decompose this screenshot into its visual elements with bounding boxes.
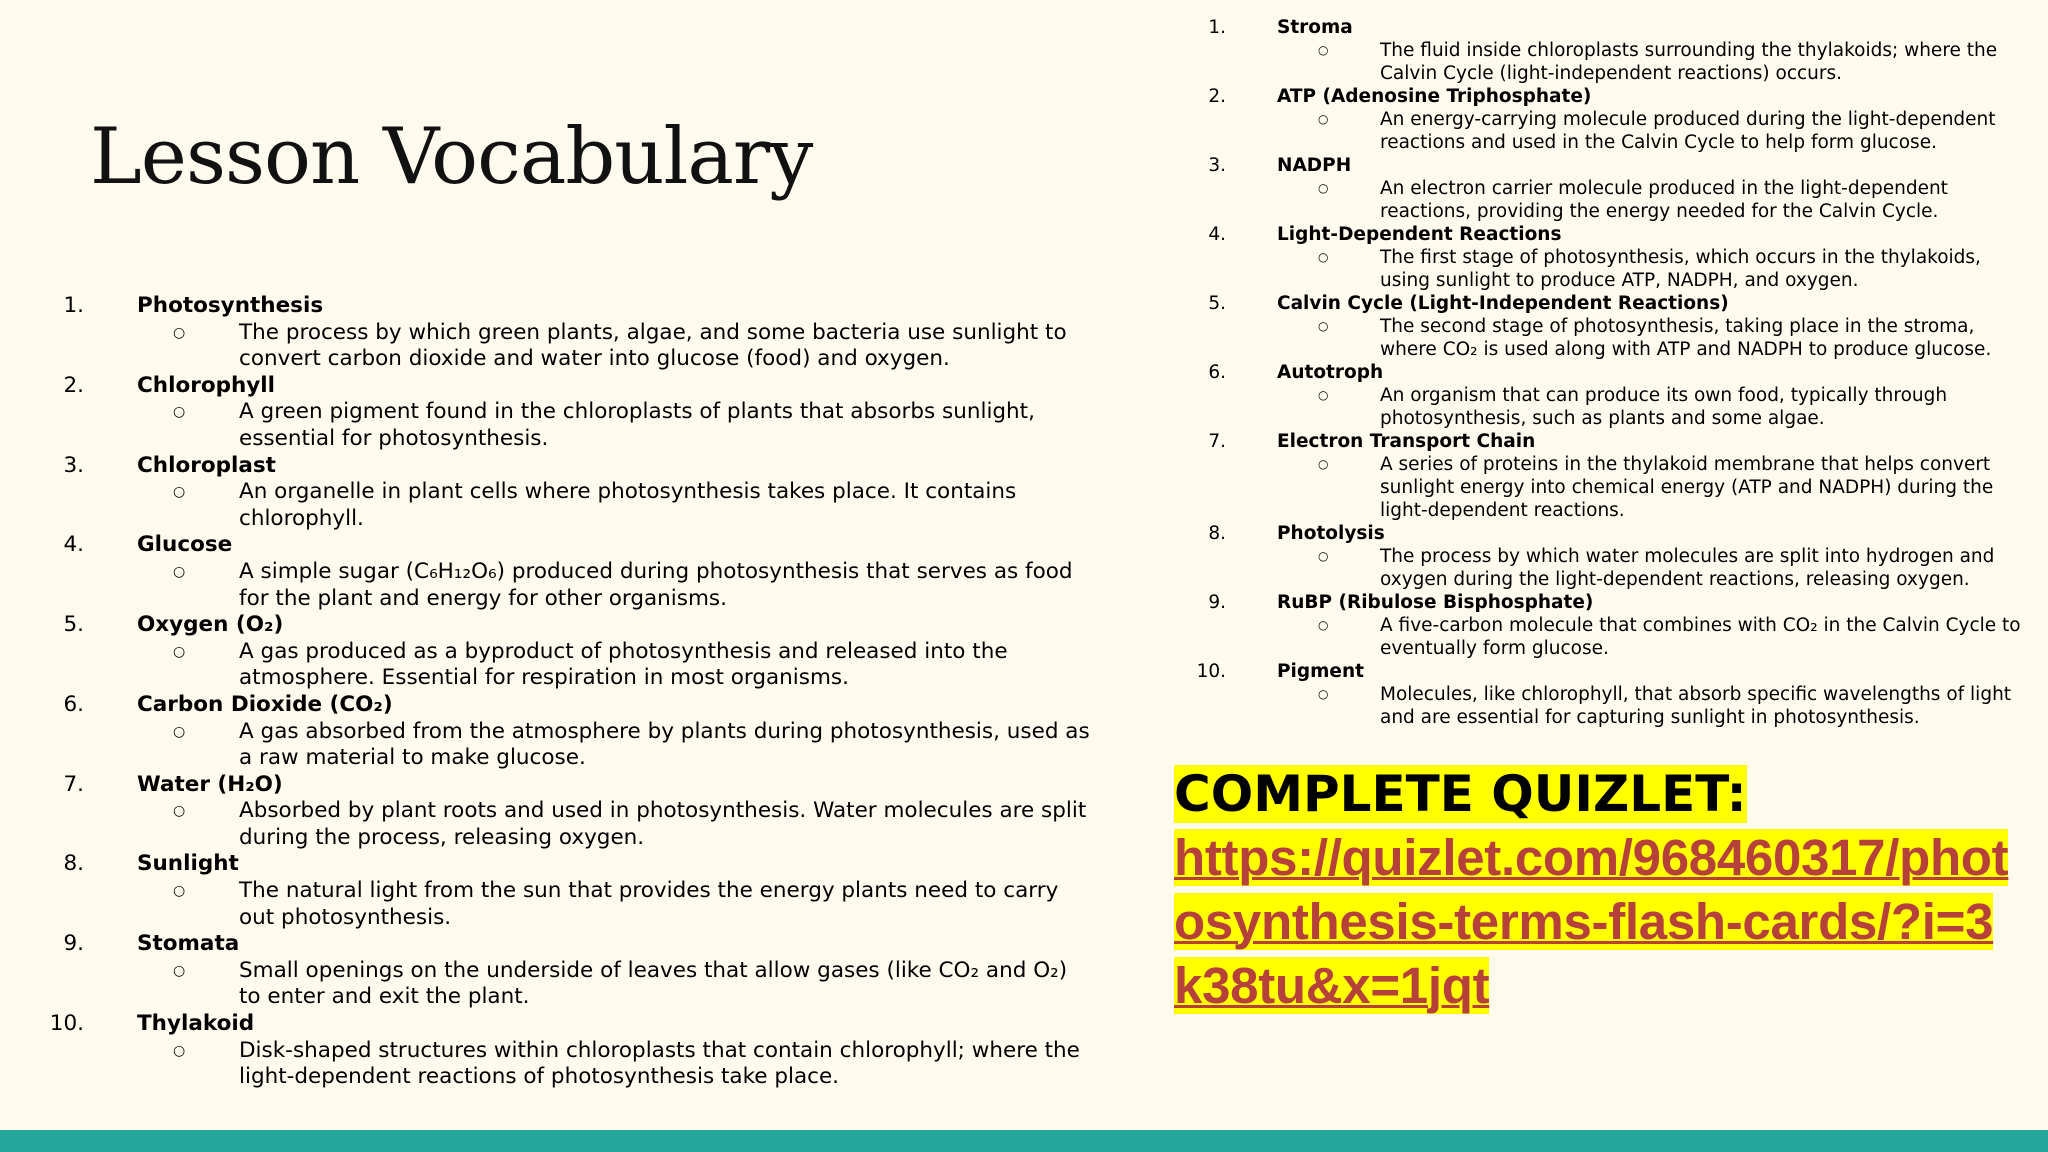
definition-text: The fluid inside chloroplasts surrounding the thylakoids; where the Calvin Cycle (light-independent reactions) occurs.: [1380, 40, 1998, 84]
hollow-bullet-icon: ○: [173, 484, 186, 501]
item-number: 7.: [1208, 431, 1226, 452]
hollow-bullet-icon: ○: [173, 324, 186, 341]
item-number: 4.: [1208, 224, 1226, 245]
definition-text: An organelle in plant cells where photosynthesis takes place. It contains chlorophyll.: [239, 479, 1017, 531]
vocab-item: [0, 591, 2048, 660]
vocab-item: [0, 772, 1090, 852]
hollow-bullet-icon: ○: [1318, 618, 1329, 632]
vocab-term: NADPH: [1277, 155, 1352, 176]
vocab-term: Stomata: [137, 931, 240, 957]
item-number: 3.: [63, 452, 84, 478]
vocab-item: [0, 361, 2048, 430]
quizlet-link[interactable]: https://quizlet.com/968460317/photosynthesis-terms-flash-cards/?i=3k38tu&x=1jqt: [1174, 829, 2009, 1014]
vocab-term: Water (H₂O): [137, 771, 283, 797]
vocab-item: [0, 430, 2048, 522]
definition-text: The process by which water molecules are split into hydrogen and oxygen during the light-dependent reactions, releasing oxygen.: [1380, 546, 1995, 590]
quizlet-callout: [1174, 762, 2014, 1018]
item-number: 9.: [1208, 592, 1226, 613]
vocab-definition: [173, 1037, 1090, 1091]
quizlet-heading: COMPLETE QUIZLET:: [1174, 765, 1747, 823]
hollow-bullet-icon: ○: [1318, 687, 1329, 701]
item-number: 2.: [1208, 86, 1226, 107]
definition-text: An organism that can produce its own food, typically through photosynthesis, such as plants and some algae.: [1380, 385, 1948, 429]
vocab-definition: [1318, 177, 2048, 223]
vocabulary-list-right: [0, 16, 2048, 729]
definition-text: The first stage of photosynthesis, which occurs in the thylakoids, using sunlight to produce ATP, NADPH, and oxygen.: [1380, 247, 1981, 291]
item-number: 1.: [1208, 17, 1226, 38]
vocab-definition: [1318, 683, 2048, 729]
item-number: 10.: [49, 1011, 84, 1037]
item-number: 3.: [1208, 155, 1226, 176]
vocab-term: Calvin Cycle (Light-Independent Reactions): [1277, 293, 1729, 314]
vocab-item: [0, 1011, 1090, 1091]
definition-text: An electron carrier molecule produced in the light-dependent reactions, providing the energy needed for the Calvin Cycle.: [1380, 178, 1948, 222]
item-number: 5.: [63, 612, 84, 638]
hollow-bullet-icon: ○: [1318, 549, 1329, 563]
vocab-definition: [1318, 108, 2048, 154]
hollow-bullet-icon: ○: [1318, 250, 1329, 264]
vocab-definition: [173, 878, 1090, 931]
vocab-definition: [1318, 453, 2048, 522]
vocab-term: Light-Dependent Reactions: [1277, 224, 1562, 245]
vocab-term: Chlorophyll: [137, 372, 276, 398]
slide-title: Lesson Vocabulary: [90, 112, 813, 202]
definition-text: Absorbed by plant roots and used in photosynthesis. Water molecules are split during the process, releasing oxygen.: [239, 798, 1087, 850]
vocab-term: Chloroplast: [137, 452, 276, 478]
item-number: 6.: [63, 691, 84, 717]
item-number: 5.: [1208, 293, 1226, 314]
definition-text: The process by which green plants, algae, and some bacteria use sunlight to convert carbon dioxide and water into glucose (food) and oxygen.: [239, 319, 1067, 372]
item-number: 6.: [1208, 362, 1226, 383]
item-number: 1.: [63, 293, 84, 318]
definition-text: Disk-shaped structures within chloroplasts that contain chlorophyll; where the light-dependent reactions of photosynthesis take place.: [239, 1037, 1080, 1090]
hollow-bullet-icon: ○: [173, 723, 186, 740]
hollow-bullet-icon: ○: [173, 643, 186, 660]
definition-text: Molecules, like chlorophyll, that absorb specific wavelengths of light and are essential for capturing sunlight in photosynthesis.: [1380, 684, 2012, 728]
item-number: 10.: [1196, 661, 1226, 682]
vocab-term: Carbon Dioxide (CO₂): [137, 691, 393, 717]
hollow-bullet-icon: ○: [1318, 181, 1329, 195]
vocab-term: Pigment: [1277, 661, 1364, 682]
hollow-bullet-icon: ○: [173, 1042, 186, 1059]
definition-text: The natural light from the sun that provides the energy plants need to carry out photosynthesis.: [239, 878, 1059, 930]
vocab-term: Thylakoid: [137, 1011, 255, 1037]
bottom-accent-bar: [0, 1130, 2048, 1152]
vocab-item: [0, 522, 2048, 591]
vocab-definition: [1318, 39, 2048, 85]
item-number: 4.: [63, 532, 84, 558]
vocab-term: Photolysis: [1277, 523, 1385, 544]
definition-text: A series of proteins in the thylakoid membrane that helps convert sunlight energy into chemical energy (ATP and NADPH) during the light-dependent reactions.: [1380, 454, 1994, 521]
vocab-definition: [1318, 614, 2048, 660]
item-number: 8.: [1208, 523, 1226, 544]
hollow-bullet-icon: ○: [173, 404, 186, 421]
hollow-bullet-icon: ○: [1318, 457, 1329, 471]
vocab-term: Oxygen (O₂): [137, 612, 284, 638]
definition-text: A simple sugar (C₆H₁₂O₆) produced during photosynthesis that serves as food for the plant and energy for other organisms.: [239, 558, 1073, 611]
item-number: 8.: [63, 851, 84, 877]
vocab-item: [0, 223, 2048, 292]
vocab-term: RuBP (Ribulose Bisphosphate): [1277, 592, 1594, 613]
vocab-item: [0, 16, 2048, 85]
definition-text: A gas produced as a byproduct of photosynthesis and released into the atmosphere. Essential for respiration in most organisms.: [239, 638, 1008, 691]
vocab-item: [0, 660, 2048, 729]
definition-text: Small openings on the underside of leaves that allow gases (like CO₂ and O₂) to enter and exit the plant.: [239, 957, 1068, 1010]
hollow-bullet-icon: ○: [173, 962, 186, 979]
item-number: 9.: [63, 931, 84, 957]
hollow-bullet-icon: ○: [173, 803, 186, 820]
vocab-definition: [1318, 246, 2048, 292]
vocab-term: ATP (Adenosine Triphosphate): [1277, 86, 1592, 107]
hollow-bullet-icon: ○: [173, 883, 186, 900]
hollow-bullet-icon: ○: [1318, 319, 1329, 333]
vocab-item: [0, 85, 2048, 154]
hollow-bullet-icon: ○: [1318, 43, 1329, 57]
item-number: 7.: [63, 771, 84, 797]
definition-text: A gas absorbed from the atmosphere by plants during photosynthesis, used as a raw material to make glucose.: [239, 718, 1090, 771]
definition-text: The second stage of photosynthesis, taking place in the stroma, where CO₂ is used along with ATP and NADPH to produce glucose.: [1380, 316, 1992, 360]
vocab-definition: [173, 957, 1090, 1011]
definition-text: A five-carbon molecule that combines with CO₂ in the Calvin Cycle to eventually form glucose.: [1380, 615, 2021, 659]
definition-text: A green pigment found in the chloroplasts of plants that absorbs sunlight, essential for photosynthesis.: [239, 399, 1035, 451]
vocab-term: Photosynthesis: [137, 293, 324, 318]
vocab-term: Sunlight: [137, 851, 239, 877]
vocab-definition: [173, 798, 1090, 851]
vocab-definition: [1318, 315, 2048, 361]
vocab-term: Autotroph: [1277, 362, 1384, 383]
vocab-item: [0, 292, 2048, 361]
vocab-definition: [1318, 384, 2048, 430]
item-number: 2.: [63, 372, 84, 398]
vocab-item: [0, 851, 1090, 931]
vocab-item: [0, 931, 1090, 1011]
vocab-term: Electron Transport Chain: [1277, 431, 1536, 452]
hollow-bullet-icon: ○: [1318, 112, 1329, 126]
definition-text: An energy-carrying molecule produced during the light-dependent reactions and used in the Calvin Cycle to help form glucose.: [1380, 109, 1996, 153]
vocab-definition: [1318, 545, 2048, 591]
vocab-term: Glucose: [137, 532, 233, 558]
vocab-term: Stroma: [1277, 17, 1353, 38]
hollow-bullet-icon: ○: [173, 563, 186, 580]
hollow-bullet-icon: ○: [1318, 388, 1329, 402]
vocab-item: [0, 154, 2048, 223]
